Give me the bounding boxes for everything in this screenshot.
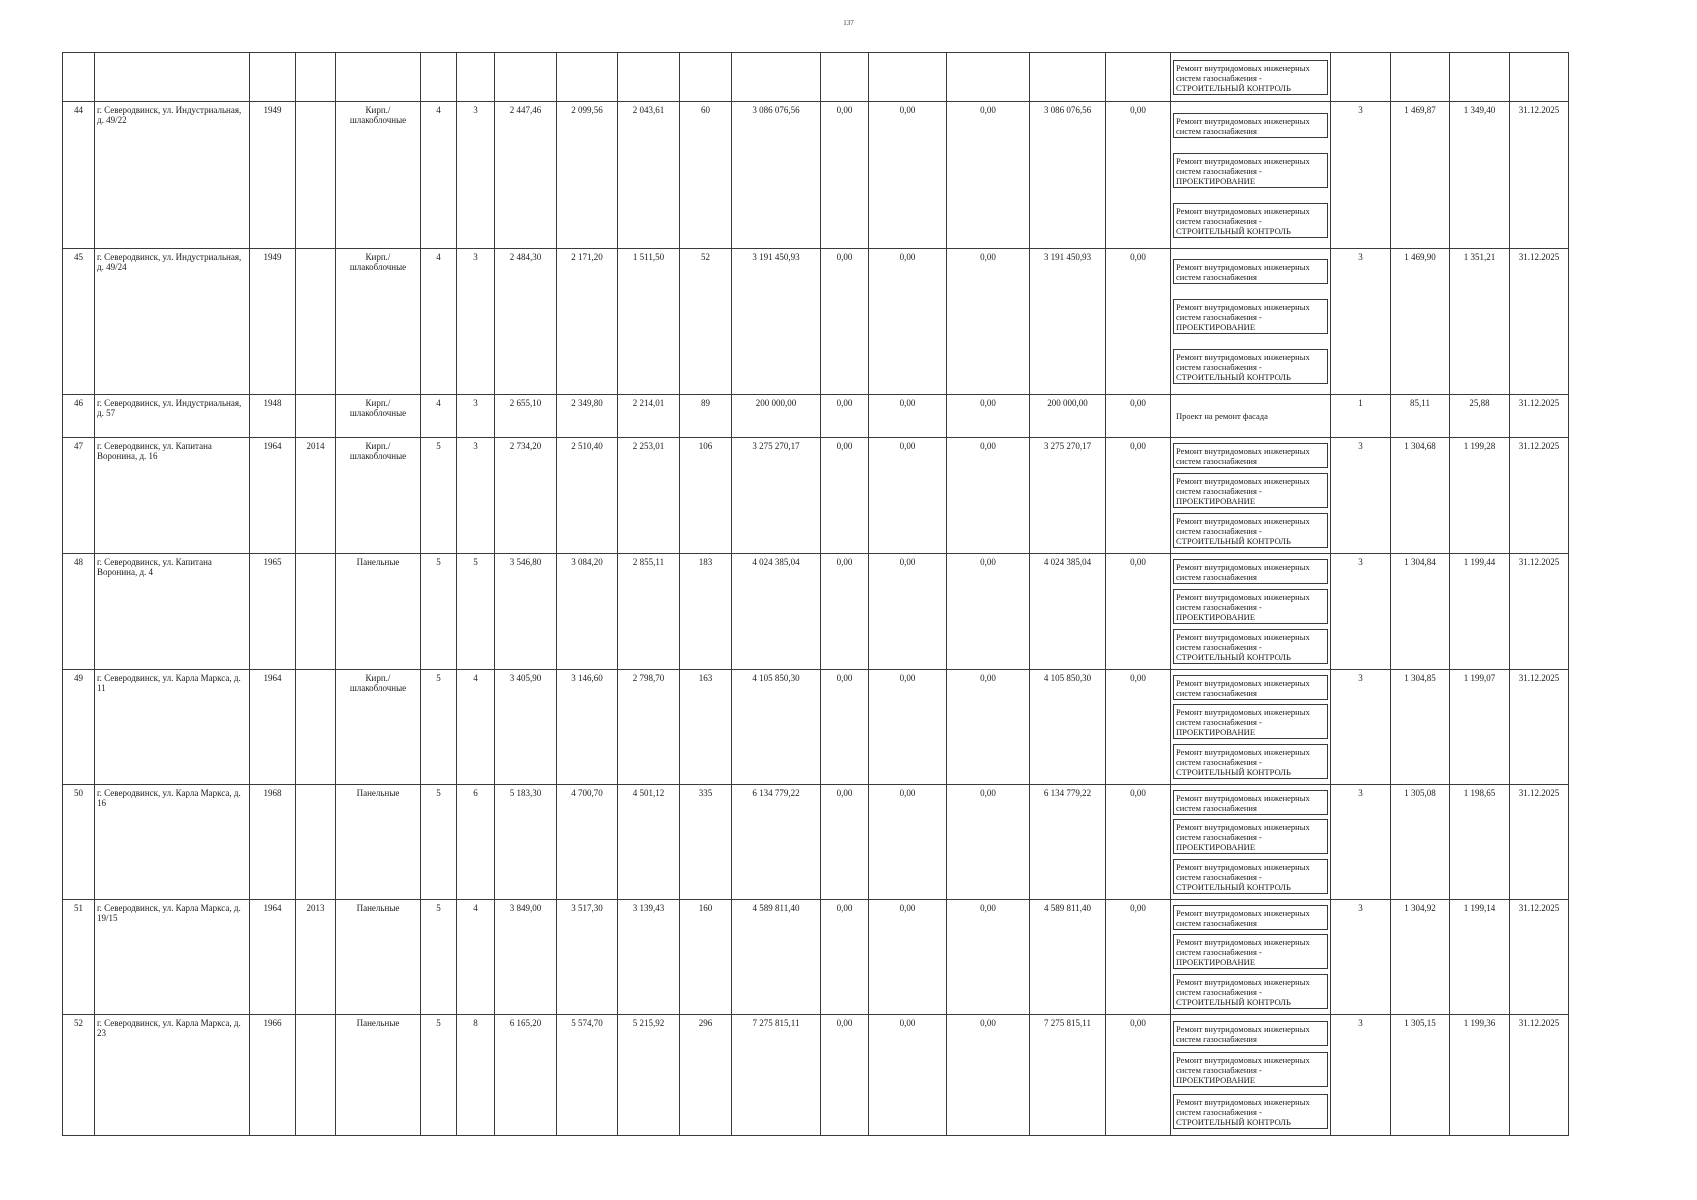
address-cell: [95, 53, 250, 102]
works-cell: [1171, 102, 1331, 249]
area-total-cell: 2 447,46: [495, 102, 557, 249]
max-cost-cell: 1 199,07: [1450, 670, 1510, 785]
area-owned-cell: 2 798,70: [618, 670, 680, 785]
works-cell: [1171, 395, 1331, 438]
row-number: 44: [63, 102, 95, 249]
unit-cell: 1: [1331, 395, 1391, 438]
fund-owners-cell: 3 275 270,17: [1030, 438, 1106, 554]
row-number: 49: [63, 670, 95, 785]
residents-cell: 163: [680, 670, 732, 785]
row-number: 47: [63, 438, 95, 554]
works-cell: [1171, 249, 1331, 395]
fund-other-cell: 0,00: [1106, 249, 1171, 395]
area-owned-cell: 5 215,92: [618, 1015, 680, 1136]
deadline-cell: 31.12.2025: [1510, 554, 1569, 670]
specific-cost-cell: 1 304,68: [1391, 438, 1450, 554]
wall-material-cell: Кирп./ шлакоблочные: [336, 102, 421, 249]
floors-cell: [421, 53, 457, 102]
area-total-cell: 6 165,20: [495, 1015, 557, 1136]
year-built-cell: 1964: [250, 900, 296, 1015]
entrances-cell: 6: [457, 785, 495, 900]
entrances-cell: 3: [457, 102, 495, 249]
entrances-cell: 5: [457, 554, 495, 670]
table-body: [63, 53, 1569, 1136]
fund-subject-cell: 0,00: [869, 395, 947, 438]
cost-total-cell: 3 191 450,93: [732, 249, 821, 395]
year-overhaul-cell: [296, 1015, 336, 1136]
work-item: Проект на ремонт фасада: [1173, 409, 1328, 423]
row-number: 46: [63, 395, 95, 438]
max-cost-cell: [1450, 53, 1510, 102]
work-item: Ремонт внутридомовых инженерных систем газоснабжения - СТРОИТЕЛЬНЫЙ КОНТРОЛЬ: [1173, 1094, 1328, 1129]
area-total-cell: 5 183,30: [495, 785, 557, 900]
table-row: [63, 670, 1569, 785]
work-item: Ремонт внутридомовых инженерных систем газоснабжения - СТРОИТЕЛЬНЫЙ КОНТРОЛЬ: [1173, 744, 1328, 779]
year-built-cell: 1966: [250, 1015, 296, 1136]
residents-cell: 52: [680, 249, 732, 395]
fund-local-cell: [947, 53, 1030, 102]
cost-total-cell: 3 086 076,56: [732, 102, 821, 249]
specific-cost-cell: 1 305,15: [1391, 1015, 1450, 1136]
max-cost-cell: 25,88: [1450, 395, 1510, 438]
deadline-cell: 31.12.2025: [1510, 438, 1569, 554]
address-cell: г. Северодвинск, ул. Капитана Воронина, д. 4: [95, 554, 250, 670]
area-living-cell: 3 146,60: [557, 670, 618, 785]
max-cost-cell: 1 198,65: [1450, 785, 1510, 900]
entrances-cell: [457, 53, 495, 102]
page-number: 137: [843, 19, 854, 27]
floors-cell: 4: [421, 102, 457, 249]
year-overhaul-cell: [296, 395, 336, 438]
wall-material-cell: Кирп./ шлакоблочные: [336, 249, 421, 395]
table-row: [63, 395, 1569, 438]
fund-fkr-cell: [821, 53, 869, 102]
max-cost-cell: 1 199,14: [1450, 900, 1510, 1015]
entrances-cell: 3: [457, 395, 495, 438]
year-overhaul-cell: [296, 249, 336, 395]
fund-fkr-cell: 0,00: [821, 785, 869, 900]
fund-owners-cell: 4 105 850,30: [1030, 670, 1106, 785]
residents-cell: 106: [680, 438, 732, 554]
fund-local-cell: 0,00: [947, 102, 1030, 249]
specific-cost-cell: 1 304,84: [1391, 554, 1450, 670]
work-item: Ремонт внутридомовых инженерных систем газоснабжения - ПРОЕКТИРОВАНИЕ: [1173, 589, 1328, 624]
residents-cell: 89: [680, 395, 732, 438]
area-total-cell: 2 484,30: [495, 249, 557, 395]
specific-cost-cell: 1 304,85: [1391, 670, 1450, 785]
residents-cell: 296: [680, 1015, 732, 1136]
unit-cell: 3: [1331, 102, 1391, 249]
area-total-cell: 3 405,90: [495, 670, 557, 785]
fund-fkr-cell: 0,00: [821, 900, 869, 1015]
fund-subject-cell: 0,00: [869, 785, 947, 900]
cost-total-cell: 200 000,00: [732, 395, 821, 438]
work-item: Ремонт внутридомовых инженерных систем газоснабжения - ПРОЕКТИРОВАНИЕ: [1173, 819, 1328, 854]
year-overhaul-cell: [296, 670, 336, 785]
wall-material-cell: Кирп./ шлакоблочные: [336, 670, 421, 785]
area-living-cell: 2 099,56: [557, 102, 618, 249]
unit-cell: 3: [1331, 249, 1391, 395]
year-built-cell: 1965: [250, 554, 296, 670]
work-item: Ремонт внутридомовых инженерных систем газоснабжения - СТРОИТЕЛЬНЫЙ КОНТРОЛЬ: [1173, 203, 1328, 238]
wall-material-cell: Кирп./ шлакоблочные: [336, 438, 421, 554]
year-built-cell: 1949: [250, 249, 296, 395]
fund-owners-cell: 200 000,00: [1030, 395, 1106, 438]
area-owned-cell: 2 043,61: [618, 102, 680, 249]
area-living-cell: 3 517,30: [557, 900, 618, 1015]
area-owned-cell: 2 855,11: [618, 554, 680, 670]
fund-fkr-cell: 0,00: [821, 395, 869, 438]
area-living-cell: 2 171,20: [557, 249, 618, 395]
specific-cost-cell: 1 305,08: [1391, 785, 1450, 900]
year-built-cell: 1964: [250, 670, 296, 785]
table-row: [63, 554, 1569, 670]
deadline-cell: 31.12.2025: [1510, 249, 1569, 395]
fund-owners-cell: 3 086 076,56: [1030, 102, 1106, 249]
area-living-cell: [557, 53, 618, 102]
area-living-cell: 2 510,40: [557, 438, 618, 554]
unit-cell: 3: [1331, 670, 1391, 785]
cost-total-cell: 4 024 385,04: [732, 554, 821, 670]
floors-cell: 5: [421, 1015, 457, 1136]
work-item: Ремонт внутридомовых инженерных систем газоснабжения - СТРОИТЕЛЬНЫЙ КОНТРОЛЬ: [1173, 629, 1328, 664]
work-item: Ремонт внутридомовых инженерных систем газоснабжения - ПРОЕКТИРОВАНИЕ: [1173, 299, 1328, 334]
deadline-cell: [1510, 53, 1569, 102]
deadline-cell: 31.12.2025: [1510, 102, 1569, 249]
row-number: 48: [63, 554, 95, 670]
specific-cost-cell: 1 469,90: [1391, 249, 1450, 395]
fund-other-cell: [1106, 53, 1171, 102]
work-item: Ремонт внутридомовых инженерных систем газоснабжения - ПРОЕКТИРОВАНИЕ: [1173, 934, 1328, 969]
row-number: [63, 53, 95, 102]
fund-fkr-cell: 0,00: [821, 670, 869, 785]
work-item: Ремонт внутридомовых инженерных систем газоснабжения - СТРОИТЕЛЬНЫЙ КОНТРОЛЬ: [1173, 349, 1328, 384]
floors-cell: 5: [421, 670, 457, 785]
max-cost-cell: 1 351,21: [1450, 249, 1510, 395]
fund-owners-cell: 4 024 385,04: [1030, 554, 1106, 670]
work-item: Ремонт внутридомовых инженерных систем газоснабжения - ПРОЕКТИРОВАНИЕ: [1173, 153, 1328, 188]
area-total-cell: 3 546,80: [495, 554, 557, 670]
address-cell: г. Северодвинск, ул. Капитана Воронина, д. 16: [95, 438, 250, 554]
area-total-cell: 2 734,20: [495, 438, 557, 554]
area-living-cell: 2 349,80: [557, 395, 618, 438]
fund-fkr-cell: 0,00: [821, 249, 869, 395]
specific-cost-cell: 85,11: [1391, 395, 1450, 438]
max-cost-cell: 1 199,44: [1450, 554, 1510, 670]
fund-other-cell: 0,00: [1106, 395, 1171, 438]
works-cell: [1171, 900, 1331, 1015]
year-built-cell: 1964: [250, 438, 296, 554]
floors-cell: 5: [421, 554, 457, 670]
year-overhaul-cell: 2014: [296, 438, 336, 554]
specific-cost-cell: 1 469,87: [1391, 102, 1450, 249]
table-row: [63, 53, 1569, 102]
fund-subject-cell: 0,00: [869, 249, 947, 395]
floors-cell: 5: [421, 785, 457, 900]
fund-other-cell: 0,00: [1106, 554, 1171, 670]
entrances-cell: 3: [457, 249, 495, 395]
unit-cell: 3: [1331, 554, 1391, 670]
fund-local-cell: 0,00: [947, 249, 1030, 395]
cost-total-cell: 4 105 850,30: [732, 670, 821, 785]
fund-fkr-cell: 0,00: [821, 102, 869, 249]
unit-cell: 3: [1331, 1015, 1391, 1136]
repair-program-table: [62, 52, 1569, 1136]
entrances-cell: 4: [457, 670, 495, 785]
area-owned-cell: 2 253,01: [618, 438, 680, 554]
work-item: Ремонт внутридомовых инженерных систем газоснабжения - СТРОИТЕЛЬНЫЙ КОНТРОЛЬ: [1173, 60, 1328, 95]
area-total-cell: 3 849,00: [495, 900, 557, 1015]
unit-cell: 3: [1331, 785, 1391, 900]
fund-subject-cell: 0,00: [869, 102, 947, 249]
work-item: Ремонт внутридомовых инженерных систем газоснабжения - СТРОИТЕЛЬНЫЙ КОНТРОЛЬ: [1173, 859, 1328, 894]
area-living-cell: 3 084,20: [557, 554, 618, 670]
unit-cell: [1331, 53, 1391, 102]
specific-cost-cell: [1391, 53, 1450, 102]
fund-fkr-cell: 0,00: [821, 438, 869, 554]
wall-material-cell: Панельные: [336, 554, 421, 670]
floors-cell: 5: [421, 438, 457, 554]
fund-other-cell: 0,00: [1106, 900, 1171, 1015]
works-cell: [1171, 785, 1331, 900]
fund-local-cell: 0,00: [947, 785, 1030, 900]
deadline-cell: 31.12.2025: [1510, 785, 1569, 900]
area-owned-cell: [618, 53, 680, 102]
work-item: Ремонт внутридомовых инженерных систем газоснабжения: [1173, 675, 1328, 700]
work-item: Ремонт внутридомовых инженерных систем газоснабжения - ПРОЕКТИРОВАНИЕ: [1173, 1052, 1328, 1087]
work-item: Ремонт внутридомовых инженерных систем газоснабжения: [1173, 790, 1328, 815]
fund-local-cell: 0,00: [947, 395, 1030, 438]
year-overhaul-cell: [296, 53, 336, 102]
wall-material-cell: Кирп./ шлакоблочные: [336, 395, 421, 438]
fund-local-cell: 0,00: [947, 900, 1030, 1015]
row-number: 52: [63, 1015, 95, 1136]
address-cell: г. Северодвинск, ул. Индустриальная, д. 49/24: [95, 249, 250, 395]
entrances-cell: 3: [457, 438, 495, 554]
max-cost-cell: 1 199,36: [1450, 1015, 1510, 1136]
deadline-cell: 31.12.2025: [1510, 670, 1569, 785]
floors-cell: 4: [421, 395, 457, 438]
table-row: [63, 1015, 1569, 1136]
table-row: [63, 438, 1569, 554]
area-owned-cell: 4 501,12: [618, 785, 680, 900]
area-total-cell: [495, 53, 557, 102]
fund-subject-cell: 0,00: [869, 900, 947, 1015]
fund-other-cell: 0,00: [1106, 438, 1171, 554]
table-row: [63, 249, 1569, 395]
entrances-cell: 4: [457, 900, 495, 1015]
cost-total-cell: 7 275 815,11: [732, 1015, 821, 1136]
area-living-cell: 5 574,70: [557, 1015, 618, 1136]
year-built-cell: 1948: [250, 395, 296, 438]
year-overhaul-cell: [296, 785, 336, 900]
floors-cell: 4: [421, 249, 457, 395]
residents-cell: 183: [680, 554, 732, 670]
cost-total-cell: 6 134 779,22: [732, 785, 821, 900]
address-cell: г. Северодвинск, ул. Индустриальная, д. 49/22: [95, 102, 250, 249]
wall-material-cell: Панельные: [336, 1015, 421, 1136]
fund-other-cell: 0,00: [1106, 785, 1171, 900]
residents-cell: 335: [680, 785, 732, 900]
work-item: Ремонт внутридомовых инженерных систем газоснабжения: [1173, 259, 1328, 284]
works-cell: [1171, 53, 1331, 102]
works-cell: [1171, 438, 1331, 554]
address-cell: г. Северодвинск, ул. Карла Маркса, д. 23: [95, 1015, 250, 1136]
deadline-cell: 31.12.2025: [1510, 1015, 1569, 1136]
year-overhaul-cell: 2013: [296, 900, 336, 1015]
work-item: Ремонт внутридомовых инженерных систем газоснабжения - СТРОИТЕЛЬНЫЙ КОНТРОЛЬ: [1173, 513, 1328, 548]
fund-local-cell: 0,00: [947, 670, 1030, 785]
deadline-cell: 31.12.2025: [1510, 395, 1569, 438]
deadline-cell: 31.12.2025: [1510, 900, 1569, 1015]
fund-owners-cell: 7 275 815,11: [1030, 1015, 1106, 1136]
area-owned-cell: 3 139,43: [618, 900, 680, 1015]
fund-local-cell: 0,00: [947, 554, 1030, 670]
area-owned-cell: 2 214,01: [618, 395, 680, 438]
residents-cell: [680, 53, 732, 102]
fund-local-cell: 0,00: [947, 438, 1030, 554]
row-number: 45: [63, 249, 95, 395]
fund-fkr-cell: 0,00: [821, 554, 869, 670]
area-total-cell: 2 655,10: [495, 395, 557, 438]
fund-owners-cell: 4 589 811,40: [1030, 900, 1106, 1015]
specific-cost-cell: 1 304,92: [1391, 900, 1450, 1015]
work-item: Ремонт внутридомовых инженерных систем газоснабжения: [1173, 443, 1328, 468]
max-cost-cell: 1 199,28: [1450, 438, 1510, 554]
fund-owners-cell: 3 191 450,93: [1030, 249, 1106, 395]
year-built-cell: 1968: [250, 785, 296, 900]
fund-fkr-cell: 0,00: [821, 1015, 869, 1136]
cost-total-cell: 3 275 270,17: [732, 438, 821, 554]
fund-owners-cell: [1030, 53, 1106, 102]
wall-material-cell: Панельные: [336, 785, 421, 900]
row-number: 50: [63, 785, 95, 900]
work-item: Ремонт внутридомовых инженерных систем газоснабжения: [1173, 905, 1328, 930]
work-item: Ремонт внутридомовых инженерных систем газоснабжения - ПРОЕКТИРОВАНИЕ: [1173, 473, 1328, 508]
fund-subject-cell: [869, 53, 947, 102]
fund-subject-cell: 0,00: [869, 554, 947, 670]
table-row: [63, 102, 1569, 249]
area-owned-cell: 1 511,50: [618, 249, 680, 395]
fund-other-cell: 0,00: [1106, 102, 1171, 249]
address-cell: г. Северодвинск, ул. Карла Маркса, д. 16: [95, 785, 250, 900]
work-item: Ремонт внутридомовых инженерных систем газоснабжения - СТРОИТЕЛЬНЫЙ КОНТРОЛЬ: [1173, 974, 1328, 1009]
unit-cell: 3: [1331, 438, 1391, 554]
entrances-cell: 8: [457, 1015, 495, 1136]
year-built-cell: 1949: [250, 102, 296, 249]
fund-other-cell: 0,00: [1106, 670, 1171, 785]
max-cost-cell: 1 349,40: [1450, 102, 1510, 249]
address-cell: г. Северодвинск, ул. Индустриальная, д. 57: [95, 395, 250, 438]
fund-owners-cell: 6 134 779,22: [1030, 785, 1106, 900]
residents-cell: 60: [680, 102, 732, 249]
unit-cell: 3: [1331, 900, 1391, 1015]
residents-cell: 160: [680, 900, 732, 1015]
floors-cell: 5: [421, 900, 457, 1015]
works-cell: [1171, 670, 1331, 785]
works-cell: [1171, 554, 1331, 670]
works-cell: [1171, 1015, 1331, 1136]
work-item: Ремонт внутридомовых инженерных систем газоснабжения: [1173, 559, 1328, 584]
work-item: Ремонт внутридомовых инженерных систем газоснабжения: [1173, 1021, 1328, 1046]
wall-material-cell: Панельные: [336, 900, 421, 1015]
row-number: 51: [63, 900, 95, 1015]
address-cell: г. Северодвинск, ул. Карла Маркса, д. 19/15: [95, 900, 250, 1015]
fund-local-cell: 0,00: [947, 1015, 1030, 1136]
fund-subject-cell: 0,00: [869, 438, 947, 554]
year-overhaul-cell: [296, 554, 336, 670]
work-item: Ремонт внутридомовых инженерных систем газоснабжения: [1173, 113, 1328, 138]
cost-total-cell: 4 589 811,40: [732, 900, 821, 1015]
year-built-cell: [250, 53, 296, 102]
area-living-cell: 4 700,70: [557, 785, 618, 900]
fund-other-cell: 0,00: [1106, 1015, 1171, 1136]
cost-total-cell: [732, 53, 821, 102]
work-item: Ремонт внутридомовых инженерных систем газоснабжения - ПРОЕКТИРОВАНИЕ: [1173, 704, 1328, 739]
fund-subject-cell: 0,00: [869, 1015, 947, 1136]
table-row: [63, 900, 1569, 1015]
fund-subject-cell: 0,00: [869, 670, 947, 785]
year-overhaul-cell: [296, 102, 336, 249]
table-row: [63, 785, 1569, 900]
address-cell: г. Северодвинск, ул. Карла Маркса, д. 11: [95, 670, 250, 785]
wall-material-cell: [336, 53, 421, 102]
